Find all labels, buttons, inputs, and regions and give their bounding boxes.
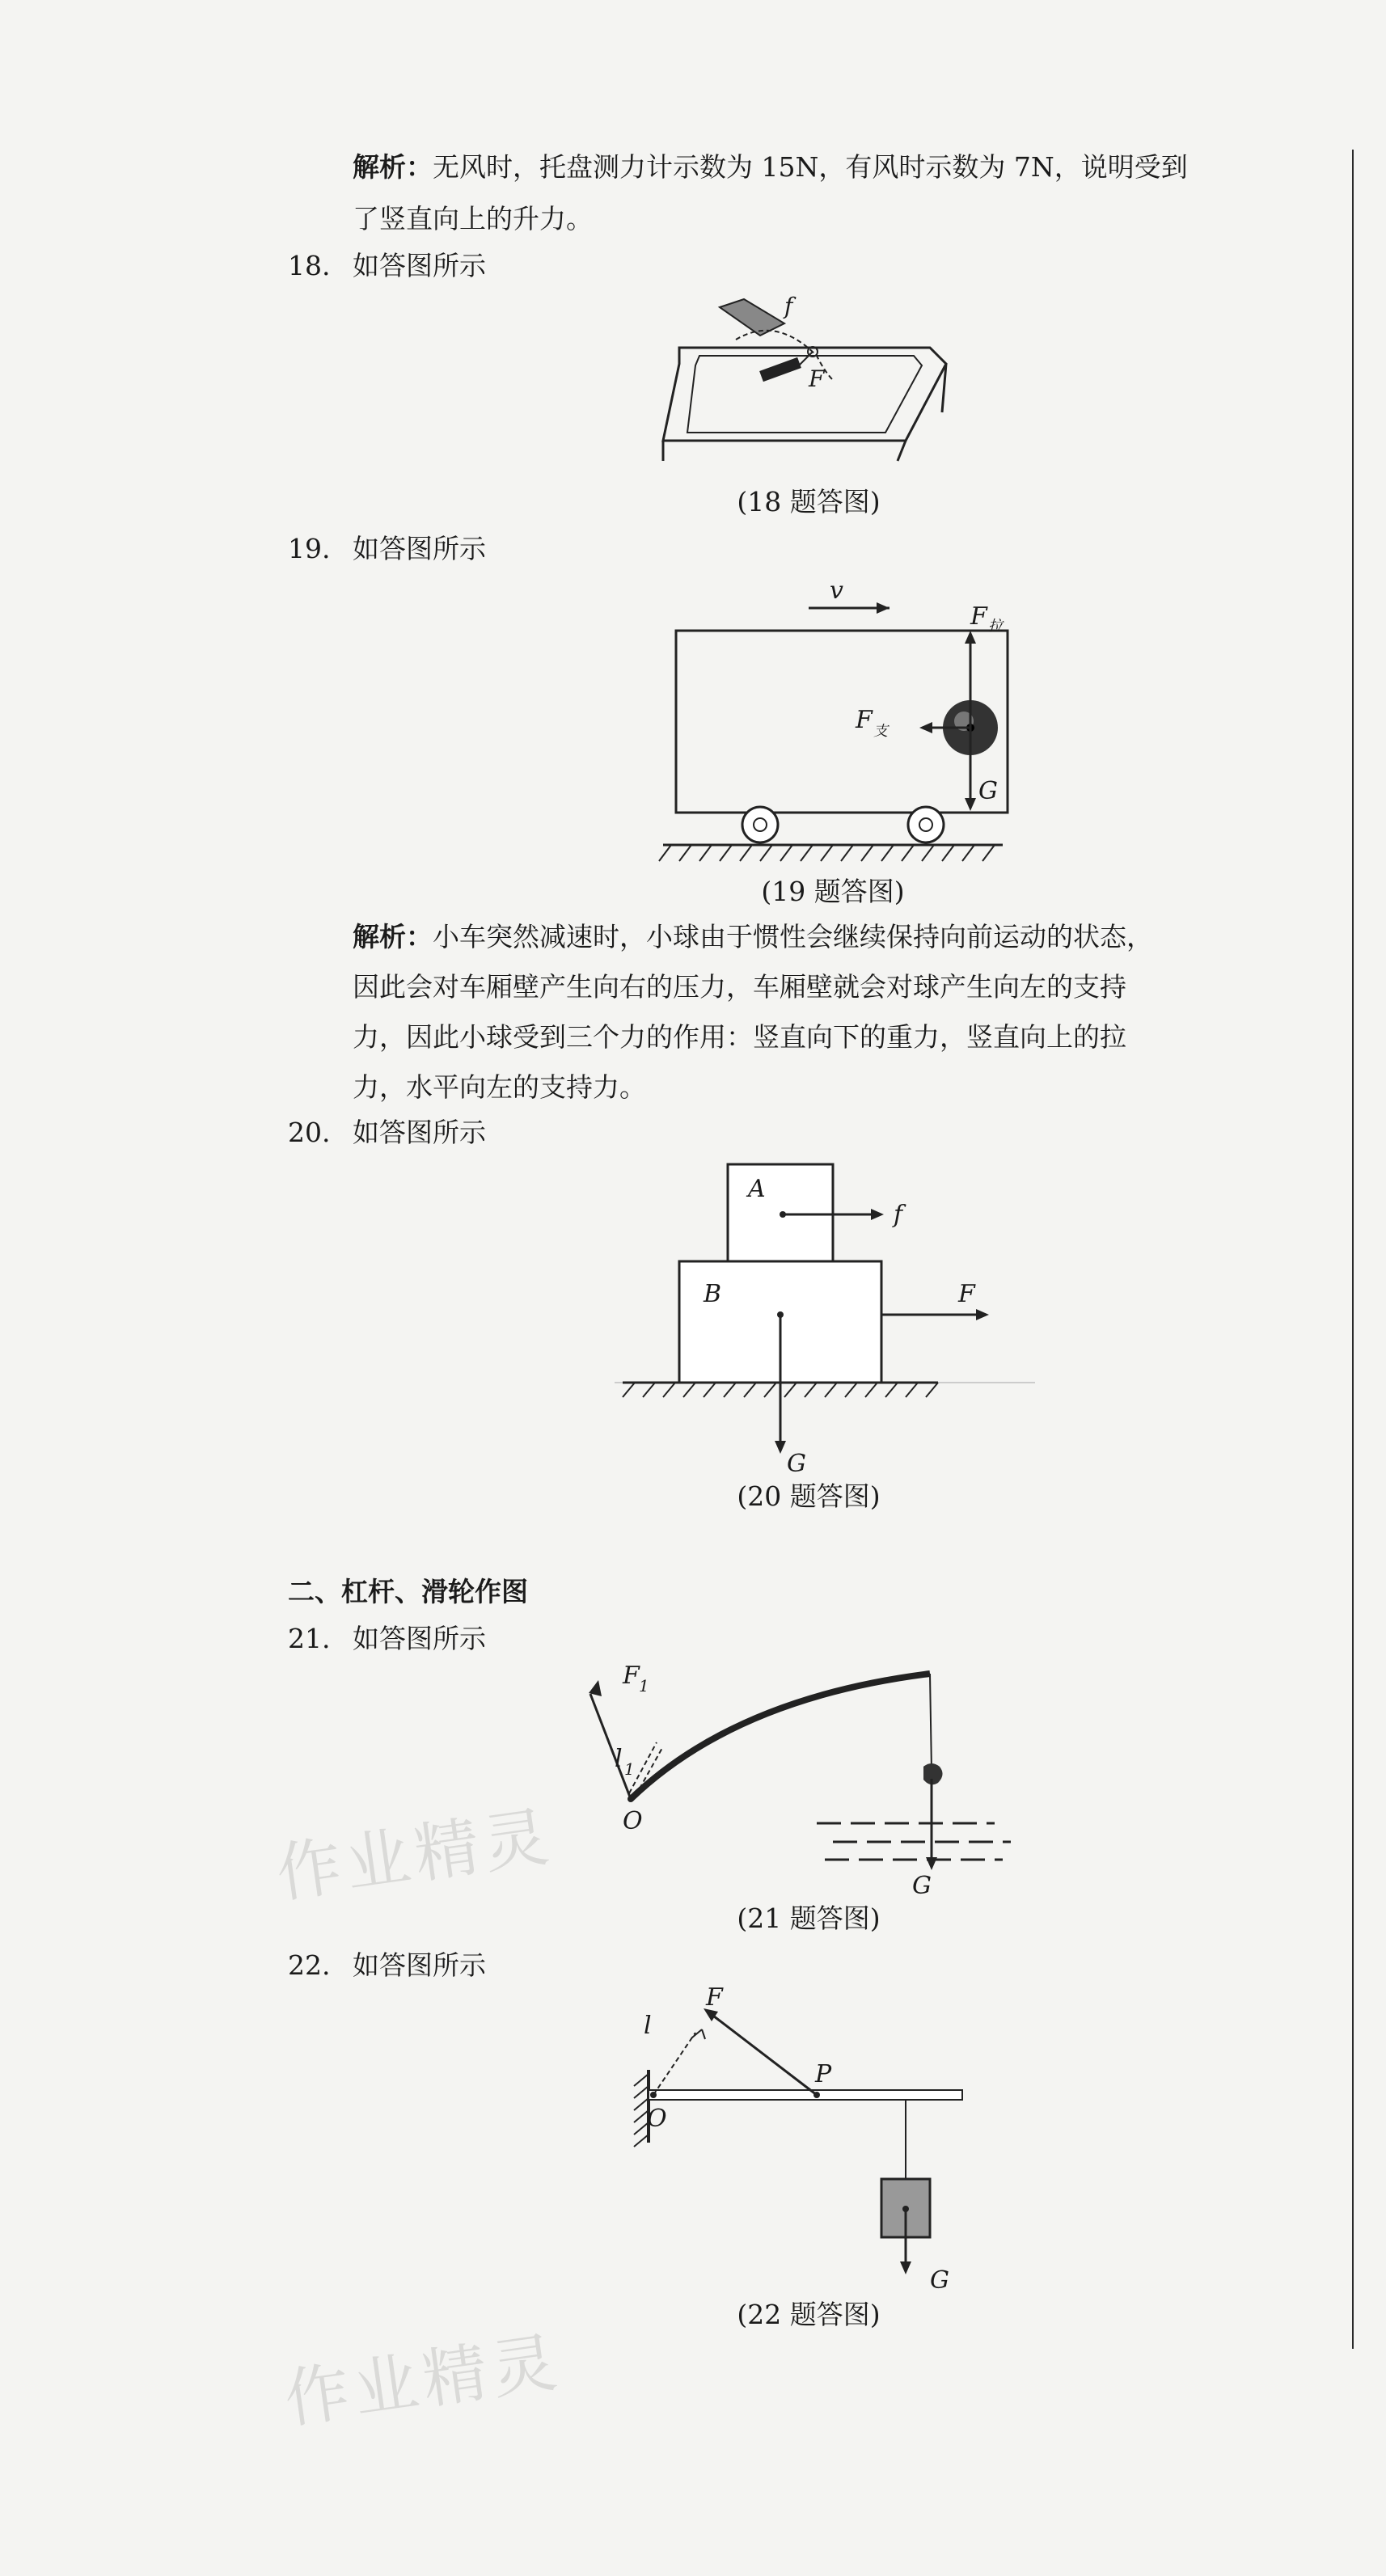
q22-F-label: F [706,1983,723,2012]
q21-l1-sub: 1 [624,1759,635,1779]
q21-G-label: G [912,1872,932,1900]
q22-number: 22. [288,1949,331,1981]
q21-text: 如答图所示 [353,1623,486,1654]
q22-figure [615,1981,1003,2304]
q21-caption: (21 题答图) [737,1902,881,1934]
analysis-label: 解析： [353,921,433,952]
q20-caption: (20 题答图) [737,1480,881,1512]
q19-analysis-1 [353,912,1347,962]
q19-text: 如答图所示 [353,533,486,564]
q19-caption: (19 题答图) [761,876,905,907]
q20-number: 20. [288,1117,331,1148]
q18-text: 如答图所示 [353,250,486,281]
q22-G-label: G [930,2266,949,2295]
q18-F-label: F [809,365,825,392]
q21-F1-sub: 1 [639,1676,649,1696]
q20-F-label: F [958,1280,975,1308]
watermark: 作业精灵 [272,1798,558,1912]
q20-f-label: f [894,1201,903,1229]
q19-F-support-sub: 支 [873,723,888,740]
q21-F1-label: F [623,1662,640,1690]
q18-f-label: f [784,293,793,319]
q21-l1-label: l [615,1745,623,1773]
q17-analysis [353,142,1339,192]
q19-F-support-label: F [856,706,873,734]
q22-text: 如答图所示 [353,1949,486,1981]
q18-figure [663,291,954,469]
q19-F-pull-sub: 拉 [988,618,1003,635]
q20-A-label: A [748,1175,766,1203]
q21-O-label: O [623,1807,643,1835]
q17-analysis-line1: 无风时，托盘测力计示数为 15N，有风时示数为 7N，说明受到 [433,151,1188,183]
q19-analysis-line2: 因此会对车厢壁产生向右的压力，车厢壁就会对球产生向左的支持 [353,971,1126,1003]
q22-O-label: O [647,2105,667,2133]
q20-figure [615,1156,1035,1480]
q20-text: 如答图所示 [353,1117,486,1148]
q22-P-label: P [815,2060,832,2088]
q19-v-label: v [830,576,843,605]
q20-B-label: B [704,1280,722,1308]
q19-figure [647,566,1019,873]
section-2-title: 二、杠杆、滑轮作图 [288,1576,528,1607]
q19-number: 19. [288,533,331,564]
q20-G-label: G [787,1450,806,1478]
q18-number: 18. [288,250,331,281]
q21-figure [590,1658,1027,1908]
q17-analysis-line2: 了竖直向上的升力。 [353,203,593,234]
analysis-label: 解析： [353,151,433,183]
q22-l-label: l [644,2012,652,2040]
page-margin-line [1352,150,1354,2349]
q19-F-pull-label: F [970,602,987,631]
q19-analysis-line4: 力，水平向左的支持力。 [353,1071,646,1103]
q19-analysis-line1: 小车突然减速时，小球由于惯性会继续保持向前运动的状态， [433,921,1153,952]
q18-caption: (18 题答图) [737,486,881,517]
q19-analysis-line3: 力，因此小球受到三个力的作用：竖直向下的重力，竖直向上的拉 [353,1021,1126,1053]
watermark: 作业精灵 [280,2324,566,2438]
q19-G-label: G [978,777,998,805]
q22-caption: (22 题答图) [737,2299,881,2330]
q21-number: 21. [288,1623,331,1654]
